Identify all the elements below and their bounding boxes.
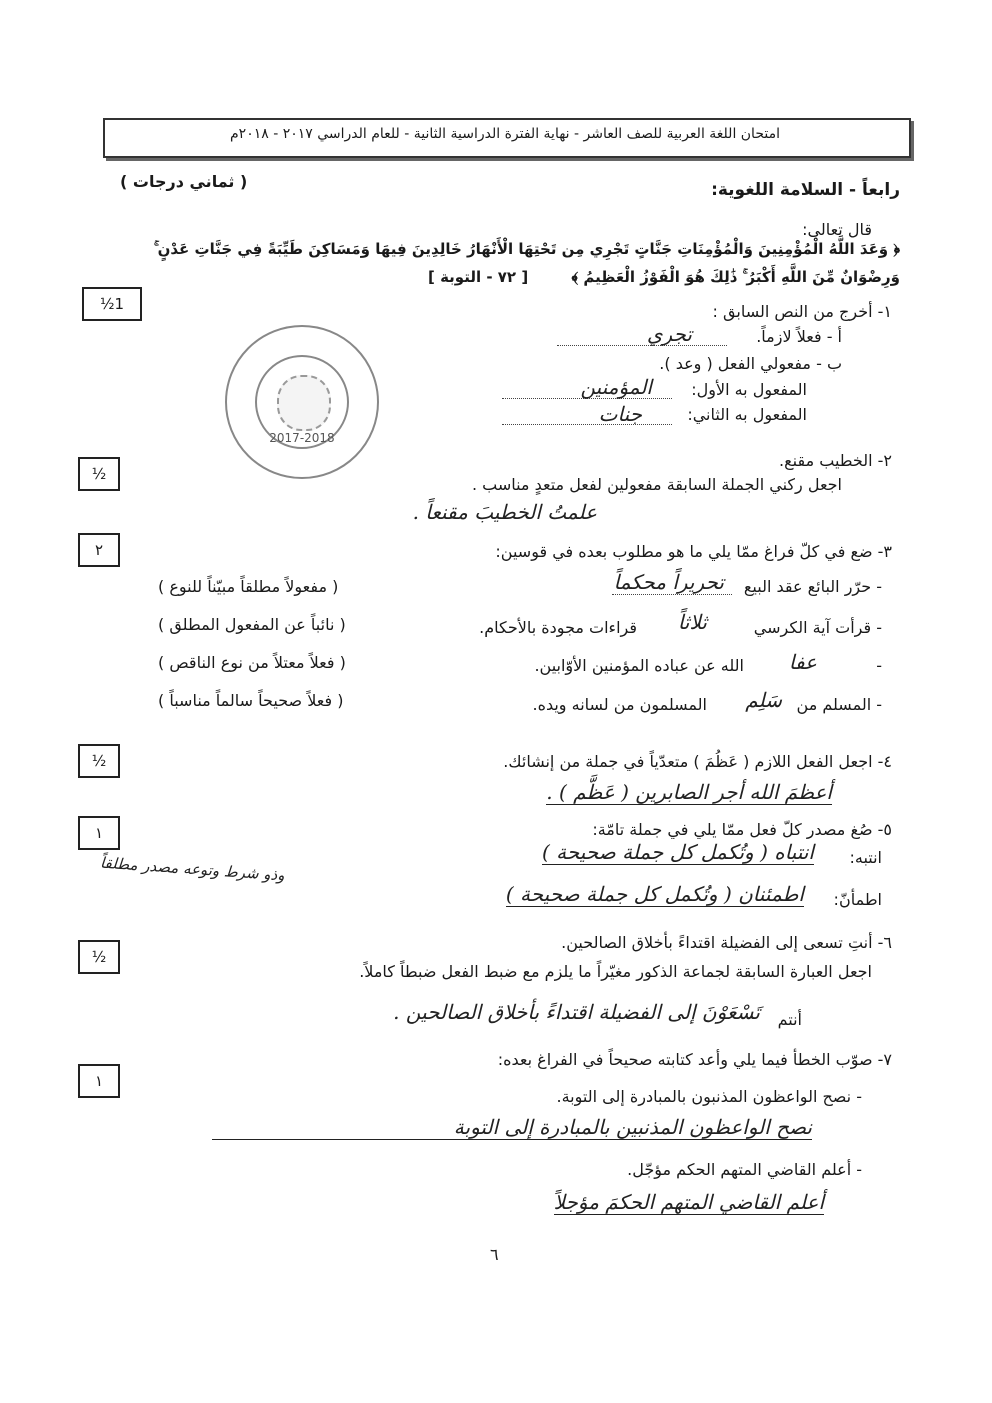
q7-sentence-2: - أعلم القاضي المتهم الحكم مؤجّل. <box>627 1160 862 1179</box>
q1-a-answer: تجري <box>646 322 692 346</box>
q6-answer: تَسْعَوْنَ إلى الفضيلة اقتداءً بأخلاق الصالحين . <box>393 1000 760 1024</box>
verse-reference: [ ٧٢ - التوبة ] <box>428 268 529 286</box>
q7-answer-2: أعلم القاضي المتهم الحكمَ مؤجلاً <box>553 1190 824 1214</box>
q1-title: ١- أخرج من النص السابق : <box>712 302 892 321</box>
q7-sentence-1: - نصح الواعظون المذنبون بالمبادرة إلى التوبة. <box>556 1087 862 1106</box>
q5-answer-2: اطمئنان ( وتُكمل كل جملة صحيحة ) <box>505 882 804 906</box>
q1-a-answer-line <box>557 345 727 346</box>
q1-a-label: أ - فعلاً لازماً. <box>756 327 842 346</box>
page-number: ٦ <box>490 1245 499 1264</box>
q3-item-1-answer: تحريراً محكماً <box>613 570 724 594</box>
q2-title: ٢- الخطيب مقنع. <box>779 451 892 470</box>
q5-word-2: اطمأنّ: <box>833 890 882 909</box>
seal-emblem <box>277 375 331 431</box>
q3-item-3-hint: ( فعلاً معتلاً من نوع الناقص ) <box>158 653 346 672</box>
q3-item-4-post: المسلمون من لسانه ويده. <box>532 695 707 714</box>
q3-item-3-text: - <box>876 656 882 675</box>
score-box-q7: ١ <box>78 1064 120 1098</box>
q3-item-2-hint: ( نائباً عن المفعول المطلق ) <box>158 615 346 634</box>
q3-item-2-post: قراءات مجودة بالأحكام. <box>479 618 637 637</box>
q4-title: ٤- اجعل الفعل اللازم ( عَظُمَ ) متعدّياً في جملة من إنشائك. <box>503 752 892 771</box>
q3-item-1-line <box>612 594 732 595</box>
q3-item-2-answer: ثلاثاً <box>677 610 707 634</box>
q1-b-label: ب - مفعولي الفعل ( وعد ). <box>659 354 842 373</box>
q6-label: أنتم <box>777 1010 802 1029</box>
q5-answer-1: انتباه ( وتُكمل كل جملة صحيحة ) <box>542 840 814 864</box>
q1-obj2-answer: جنات <box>598 402 642 426</box>
q5-title: ٥- صُغ مصدر كلّ فعل ممّا يلي في جملة تامّة: <box>592 820 892 839</box>
q7-title: ٧- صوّب الخطأ فيما يلي وأعد كتابته صحيحاً في الفراغ بعده: <box>497 1050 892 1069</box>
q3-item-4-answer: سَلِم <box>745 688 782 712</box>
seal-year: 2017-2018 <box>269 431 335 445</box>
verse-line-1: ﴿ وَعَدَ اللَّهُ الْمُؤْمِنِينَ وَالْمُؤْمِنَاتِ جَنَّاتٍ تَجْرِي مِن تَحْتِهَا الْأَنْهَارُ خَالِدِينَ فِيهَا وَمَسَاكِنَ طَيِّبَةً فِي جَنَّاتِ عَدْنٍ ۚ <box>153 240 900 258</box>
q6-title: ٦- أنتِ تسعى إلى الفضيلة اقتداءً بأخلاق الصالحين. <box>561 933 892 952</box>
q1-obj1-label: المفعول به الأول: <box>691 380 807 399</box>
q3-item-1-text: - حرّر البائع عقد البيع <box>743 577 882 596</box>
q3-item-3-post: الله عن عباده المؤمنين الأوّابين. <box>534 656 744 675</box>
q1-obj2-line <box>502 424 672 425</box>
section-title: رابعاً - السلامة اللغوية: <box>711 180 900 200</box>
q6-instruction: اجعل العبارة السابقة لجماعة الذكور مغيّراً ما يلزم مع ضبط الفعل ضبطاً كاملاً. <box>359 962 872 981</box>
score-box-q4: ½ <box>78 744 120 778</box>
score-box-q1: 1½ <box>82 287 142 321</box>
q3-item-2-text: - قرأت آية الكرسي <box>753 618 882 637</box>
q3-item-3-answer: عفا <box>788 650 817 674</box>
school-seal-stamp <box>225 325 379 479</box>
verse-line-2: وَرِضْوَانٌ مِّنَ اللَّهِ أَكْبَرُ ۚ ذَٰلِكَ هُوَ الْفَوْزُ الْعَظِيمُ ﴾ <box>571 268 900 286</box>
exam-title: امتحان اللغة العربية للصف العاشر - نهاية الفترة الدراسية الثانية - للعام الدراسي ٢٠١٧ - ٢٠١٨م <box>230 126 780 142</box>
q2-answer: علمتُ الخطيبَ مقنعاً . <box>412 500 597 524</box>
score-box-q2: ½ <box>78 457 120 491</box>
q2-instruction: اجعل ركني الجملة السابقة مفعولين لفعل متعدٍ مناسب . <box>471 475 842 494</box>
verse-intro: قال تعالى: <box>802 220 872 239</box>
score-box-q3: ٢ <box>78 533 120 567</box>
section-marks: ( ثماني درجات ) <box>120 172 248 191</box>
q3-item-4-hint: ( فعلاً صحيحاً سالماً مناسباً ) <box>158 691 344 710</box>
q4-answer: أعظمَ الله أجر الصابرين ( عَظَّم ) . <box>546 780 832 804</box>
score-box-q6: ½ <box>78 940 120 974</box>
q3-item-1-hint: ( مفعولاً مطلقاً مبيّناً للنوع ) <box>158 577 339 596</box>
q7-answer-1: نصح الواعظون المذنبين بالمبادرة إلى التوبة <box>212 1115 812 1140</box>
q1-obj1-answer: المؤمنين <box>580 375 652 399</box>
score-box-q5: ١ <box>78 816 120 850</box>
q5-margin-note: وذو شرط وتوعه مصدر مطلقاً <box>99 853 286 885</box>
q1-obj2-label: المفعول به الثاني: <box>687 405 807 424</box>
q3-item-4-text: - المسلم من <box>796 695 882 714</box>
q5-word-1: انتبه: <box>849 848 882 867</box>
q3-title: ٣- ضع في كلّ فراغ ممّا يلي ما هو مطلوب بعده في قوسين: <box>495 542 892 561</box>
